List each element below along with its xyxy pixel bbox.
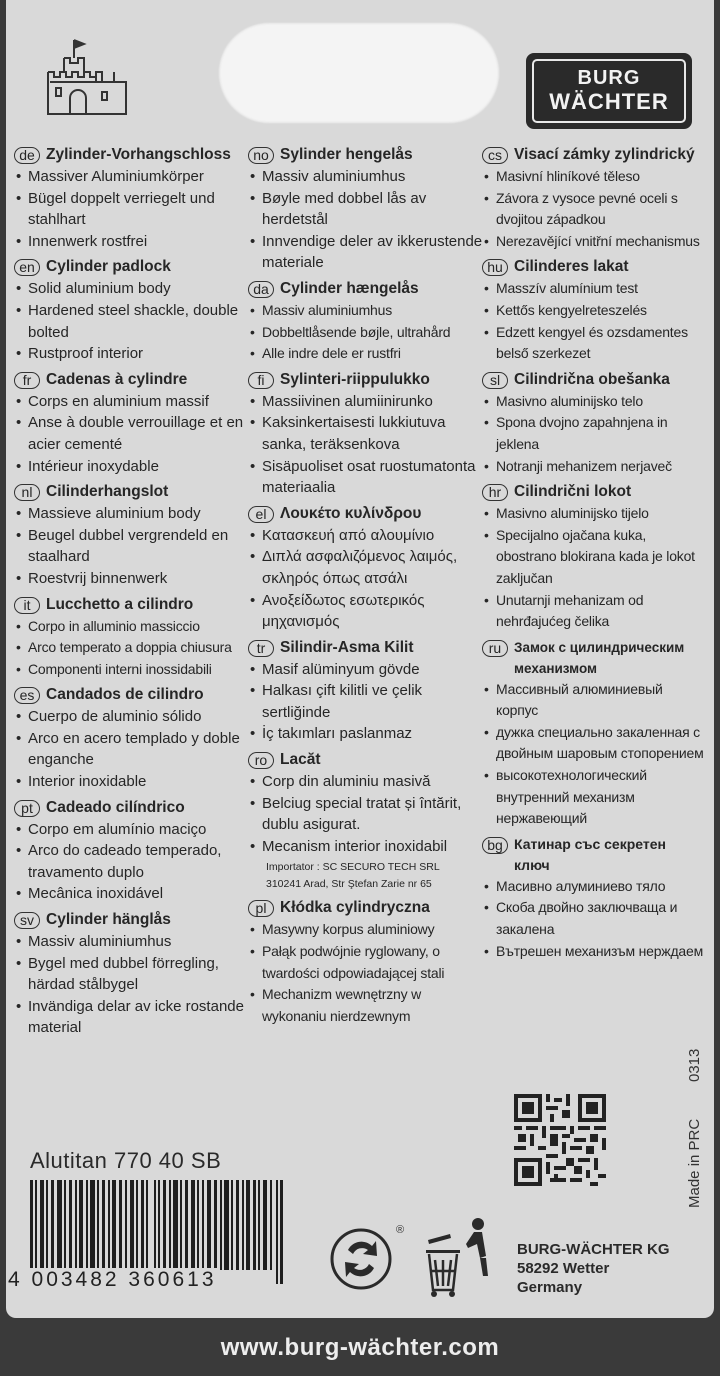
lang-code: da — [248, 281, 274, 298]
section-title: Silindir-Asma Kilit — [280, 638, 414, 656]
lang-section-pt — [14, 797, 250, 905]
list-item: • Závora z vysoce pevné oceli s dvojitou západkou — [482, 188, 704, 231]
lang-section-de — [14, 144, 250, 252]
section-title: Cylinder hänglås — [46, 911, 171, 929]
barcode-number: 4 003482 360613 — [8, 1268, 217, 1291]
list-item: • Massiver Aluminiumkörper — [14, 166, 250, 188]
list-item: • Massieve aluminium body — [14, 503, 250, 525]
lang-code: it — [14, 597, 40, 614]
list-item: • Notranji mehanizem nerjaveč — [482, 456, 704, 478]
list-item: • Kettős kengyelreteszelés — [482, 300, 704, 322]
lang-section-en — [14, 256, 250, 364]
list-item: • Hardened steel shackle, double bolted — [14, 300, 250, 343]
list-item: • Ανοξείδωτος εσωτερικός μηχανισμός — [248, 590, 484, 633]
list-item: • Innenwerk rostfrei — [14, 231, 250, 253]
language-column-2 — [248, 142, 484, 1031]
lang-code: tr — [248, 640, 274, 657]
list-item: • Alle indre dele er rustfri — [248, 343, 484, 365]
list-item: • дужка специально закаленная с двойным шаровым стопорением — [482, 722, 704, 765]
list-item: • Cuerpo de aluminio sólido — [14, 706, 250, 728]
list-item: • Masivno aluminijsko tijelo — [482, 503, 704, 525]
list-item: • Pałąk podwójnie ryglowany, o twardości odpowiadającej stali — [248, 941, 484, 984]
list-item: • Masif alüminyum gövde — [248, 659, 484, 681]
list-item: • Massiv aluminiumhus — [248, 300, 484, 322]
waste-bin-icon — [420, 1216, 502, 1300]
list-item: • Mechanizm wewnętrzny w wykonaniu nierdzewnym — [248, 984, 484, 1027]
made-in-label: Made in PRC — [686, 1118, 703, 1208]
lang-section-ru — [482, 637, 704, 830]
importer-line: Importator : SC SECURO TECH SRL — [266, 861, 440, 874]
list-item: • Kaksinkertaisesti lukkiutuva sanka, teräksenkova — [248, 412, 484, 455]
lang-section-cs — [482, 144, 704, 252]
section-title: Candados de cilindro — [46, 686, 204, 704]
list-item: • Mecânica inoxidável — [14, 883, 250, 905]
list-item: • Spona dvojno zapahnjena in jeklena — [482, 412, 704, 455]
list-item: • Belciug special tratat și întărit, dublu asigurat. — [248, 793, 484, 836]
list-item: • Corps en aluminium massif — [14, 391, 250, 413]
lang-code: bg — [482, 837, 508, 854]
section-title: Cylinder padlock — [46, 258, 171, 276]
brand-line-1: BURG — [577, 67, 641, 89]
lang-code: fr — [14, 372, 40, 389]
lang-section-pl — [248, 897, 484, 1027]
lang-section-tr — [248, 637, 484, 745]
lang-code: ru — [482, 640, 508, 657]
list-item: • Arco en acero templado y doble enganche — [14, 728, 250, 771]
list-item: • Intérieur inoxydable — [14, 456, 250, 478]
lang-section-bg — [482, 834, 704, 962]
list-item: • İç takımları paslanmaz — [248, 723, 484, 745]
list-item: • Innvendige deler av ikkerustende materiale — [248, 231, 484, 274]
website-url[interactable]: www.burg-wächter.com — [220, 1334, 500, 1361]
list-item: • Invändiga delar av icke rostande material — [14, 996, 250, 1039]
registered-mark: ® — [396, 1224, 405, 1236]
lang-section-sv — [14, 909, 250, 1039]
section-title: Sylinteri-riippulukko — [280, 370, 430, 388]
lang-section-no — [248, 144, 484, 274]
section-title: Cadeado cilíndrico — [46, 798, 185, 816]
list-item: • Bøyle med dobbel lås av herdetstål — [248, 188, 484, 231]
lang-code: en — [14, 259, 40, 276]
list-item: • Διπλά ασφαλιζόμενος λαιμός, σκληρός όπως ατσάλι — [248, 546, 484, 589]
list-item: • Interior inoxidable — [14, 771, 250, 793]
qr-code — [514, 1094, 606, 1186]
list-item: • Mecanism interior inoxidabil — [248, 836, 484, 858]
list-item: • Solid aluminium body — [14, 278, 250, 300]
section-title: Cadenas à cylindre — [46, 370, 188, 388]
list-item: • Arco do cadeado temperado, travamento duplo — [14, 840, 250, 883]
list-item: • Bygel med dubbel förregling, härdad stålbygel — [14, 953, 250, 996]
list-item: • Κατασκευή από αλουμίνιο — [248, 525, 484, 547]
section-title: Cylinder hængelås — [280, 279, 419, 297]
list-item: • Masszív alumínium test — [482, 278, 704, 300]
lang-code: cs — [482, 147, 508, 164]
lang-section-ro — [248, 749, 484, 893]
lang-code: ro — [248, 752, 274, 769]
lang-section-el — [248, 503, 484, 633]
list-item: • Nerezavějící vnitřní mechanismus — [482, 231, 704, 253]
lang-code: hu — [482, 259, 508, 276]
list-item: • Masivní hliníkové těleso — [482, 166, 704, 188]
section-title: Lucchetto a cilindro — [46, 595, 194, 613]
product-name: Alutitan 770 40 SB — [30, 1148, 222, 1173]
green-dot-recycle-icon — [330, 1228, 392, 1290]
list-item: • Скоба двойно заключваща и закалена — [482, 897, 704, 940]
list-item: • высокотехнологический внутренний механизм нержавеющий — [482, 765, 704, 830]
list-item: • Specijalno ojačana kuka, obostrano blokirana kada je lokot zaključan — [482, 525, 704, 590]
company-country: Germany — [517, 1279, 583, 1296]
importer-info — [248, 859, 484, 893]
section-title: Zylinder-Vorhangschloss — [46, 146, 231, 163]
lang-code: pl — [248, 900, 274, 917]
section-title: Cilindrični lokot — [514, 483, 632, 501]
lang-section-fr — [14, 369, 250, 477]
list-item: • Масивно алуминиево тяло — [482, 876, 704, 898]
list-item: • Массивный алюминиевый корпус — [482, 679, 704, 722]
list-item: • Вътрешен механизъм нерждаем — [482, 941, 704, 963]
lang-section-it — [14, 594, 250, 681]
language-column-3 — [482, 142, 704, 966]
lang-code: sv — [14, 912, 40, 929]
lang-code: el — [248, 506, 274, 523]
section-title: Lacăt — [280, 751, 321, 769]
lang-code: no — [248, 147, 274, 164]
section-title: Cilinderhangslot — [46, 483, 169, 501]
lang-section-hr — [482, 481, 704, 633]
list-item: • Corpo em alumínio maciço — [14, 819, 250, 841]
list-item: • Bügel doppelt verriegelt und stahlhart — [14, 188, 250, 231]
list-item: • Dobbeltlåsende bøjle, ultrahård — [248, 322, 484, 344]
importer-line: 310241 Arad, Str Ştefan Zarie nr 65 — [266, 878, 432, 891]
list-item: • Componenti interni inossidabili — [14, 659, 250, 681]
list-item: • Rustproof interior — [14, 343, 250, 365]
lang-code: hr — [482, 484, 508, 501]
section-title: Visací zámky zylindrický — [514, 146, 695, 163]
list-item: • Masivno aluminijsko telo — [482, 391, 704, 413]
list-item: • Sisäpuoliset osat ruostumatonta materiaalia — [248, 456, 484, 499]
list-item: • Unutarnji mehanizam od nehrđajućeg čelika — [482, 590, 704, 633]
list-item: • Masywny korpus aluminiowy — [248, 919, 484, 941]
section-title: Катинар със секретен ключ — [514, 835, 666, 873]
lang-section-da — [248, 278, 484, 365]
lang-section-sl — [482, 369, 704, 477]
list-item: • Edzett kengyel és ozsdamentes belső szerkezet — [482, 322, 704, 365]
brand-line-2: WÄCHTER — [549, 89, 669, 114]
lang-code: nl — [14, 484, 40, 501]
lang-section-fi — [248, 369, 484, 499]
lang-section-hu — [482, 256, 704, 364]
list-item: • Corp din aluminiu masivă — [248, 771, 484, 793]
lang-section-nl — [14, 481, 250, 589]
list-item: • Massiivinen alumiinirunko — [248, 391, 484, 413]
list-item: • Anse à double verrouillage et en acier cementé — [14, 412, 250, 455]
section-title: Λουκέτο κυλίνδρου — [280, 504, 422, 522]
list-item: • Massiv aluminiumhus — [14, 931, 250, 953]
list-item: • Massiv aluminiumhus — [248, 166, 484, 188]
section-title: Sylinder hengelås — [280, 146, 413, 163]
section-title: Cilindrična obešanka — [514, 370, 670, 388]
list-item: • Beugel dubbel vergrendeld en staalhard — [14, 525, 250, 568]
lang-code: sl — [482, 372, 508, 389]
section-title: Cilinderes lakat — [514, 258, 629, 276]
lang-code: es — [14, 687, 40, 704]
section-title: Замок с цилиндрическим механизмом — [514, 639, 685, 676]
print-code: 0313 — [686, 1048, 703, 1082]
company-info — [517, 1240, 669, 1297]
language-column-1 — [14, 142, 250, 1043]
hang-hole — [218, 22, 500, 124]
brand-logo — [526, 53, 692, 129]
castle-logo-icon — [36, 36, 136, 118]
lang-code: fi — [248, 372, 274, 389]
lang-code: de — [14, 147, 40, 164]
list-item: • Arco temperato a doppia chiusura — [14, 637, 250, 659]
list-item: • Roestvrij binnenwerk — [14, 568, 250, 590]
list-item: • Corpo in alluminio massiccio — [14, 616, 250, 638]
list-item: • Halkası çift kilitli ve çelik sertliğinde — [248, 680, 484, 723]
company-address: 58292 Wetter — [517, 1260, 610, 1277]
lang-code: pt — [14, 800, 40, 817]
lang-section-es — [14, 684, 250, 792]
section-title: Kłódka cylindryczna — [280, 899, 430, 917]
company-name: BURG-WÄCHTER KG — [517, 1241, 670, 1258]
